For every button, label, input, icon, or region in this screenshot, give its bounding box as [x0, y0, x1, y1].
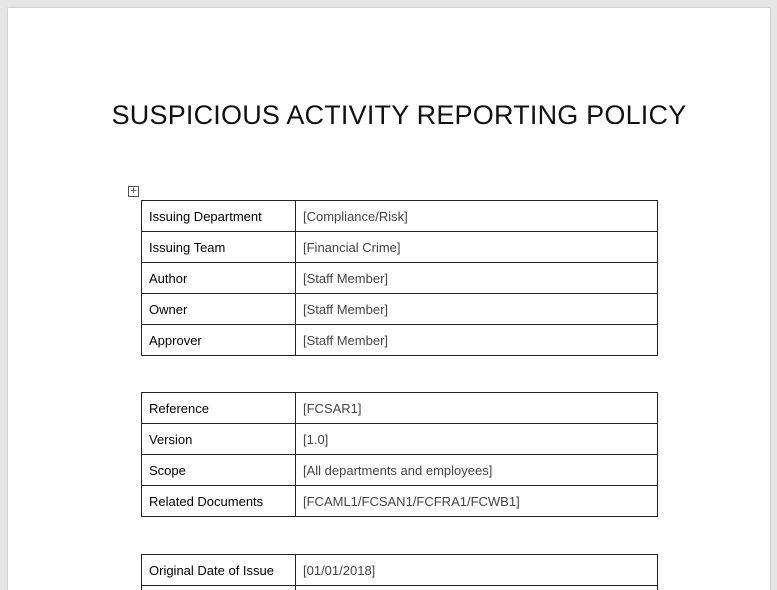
- row-label[interactable]: Related Documents: [142, 486, 296, 517]
- row-label[interactable]: Approver: [142, 325, 296, 356]
- table-row: [142, 201, 658, 232]
- row-value[interactable]: [FCSAR1]: [296, 393, 658, 424]
- table-row: [142, 325, 658, 356]
- row-value[interactable]: [Compliance/Risk]: [296, 201, 658, 232]
- row-label[interactable]: Scope: [142, 455, 296, 486]
- table-row: [142, 294, 658, 325]
- row-label[interactable]: Owner: [142, 294, 296, 325]
- row-label[interactable]: Version: [142, 424, 296, 455]
- row-label[interactable]: Reference: [142, 393, 296, 424]
- table-row: [142, 455, 658, 486]
- table-row: [142, 424, 658, 455]
- row-value[interactable]: [Staff Member]: [296, 263, 658, 294]
- row-value[interactable]: [01/01/2018]: [296, 555, 658, 586]
- row-value[interactable]: [296, 586, 658, 590]
- row-label[interactable]: Issuing Department: [142, 201, 296, 232]
- row-label[interactable]: [142, 586, 296, 590]
- row-value[interactable]: [1.0]: [296, 424, 658, 455]
- row-value[interactable]: [FCAML1/FCSAN1/FCFRA1/FCWB1]: [296, 486, 658, 517]
- table-row: [142, 555, 658, 586]
- table-row: [142, 393, 658, 424]
- table-row: [142, 263, 658, 294]
- reference-table: [141, 392, 658, 517]
- table-row: [142, 586, 658, 590]
- row-value[interactable]: [Staff Member]: [296, 325, 658, 356]
- row-label[interactable]: Author: [142, 263, 296, 294]
- row-value[interactable]: [All departments and employees]: [296, 455, 658, 486]
- table-row: [142, 486, 658, 517]
- document-title[interactable]: SUSPICIOUS ACTIVITY REPORTING POLICY: [111, 100, 687, 130]
- ownership-table: [141, 200, 658, 356]
- dates-table: [141, 554, 658, 590]
- document-page[interactable]: [8, 8, 770, 590]
- row-label[interactable]: Original Date of Issue: [142, 555, 296, 586]
- move-table-icon[interactable]: +: [129, 186, 138, 196]
- table-row: [142, 232, 658, 263]
- row-value[interactable]: [Financial Crime]: [296, 232, 658, 263]
- row-label[interactable]: Issuing Team: [142, 232, 296, 263]
- row-value[interactable]: [Staff Member]: [296, 294, 658, 325]
